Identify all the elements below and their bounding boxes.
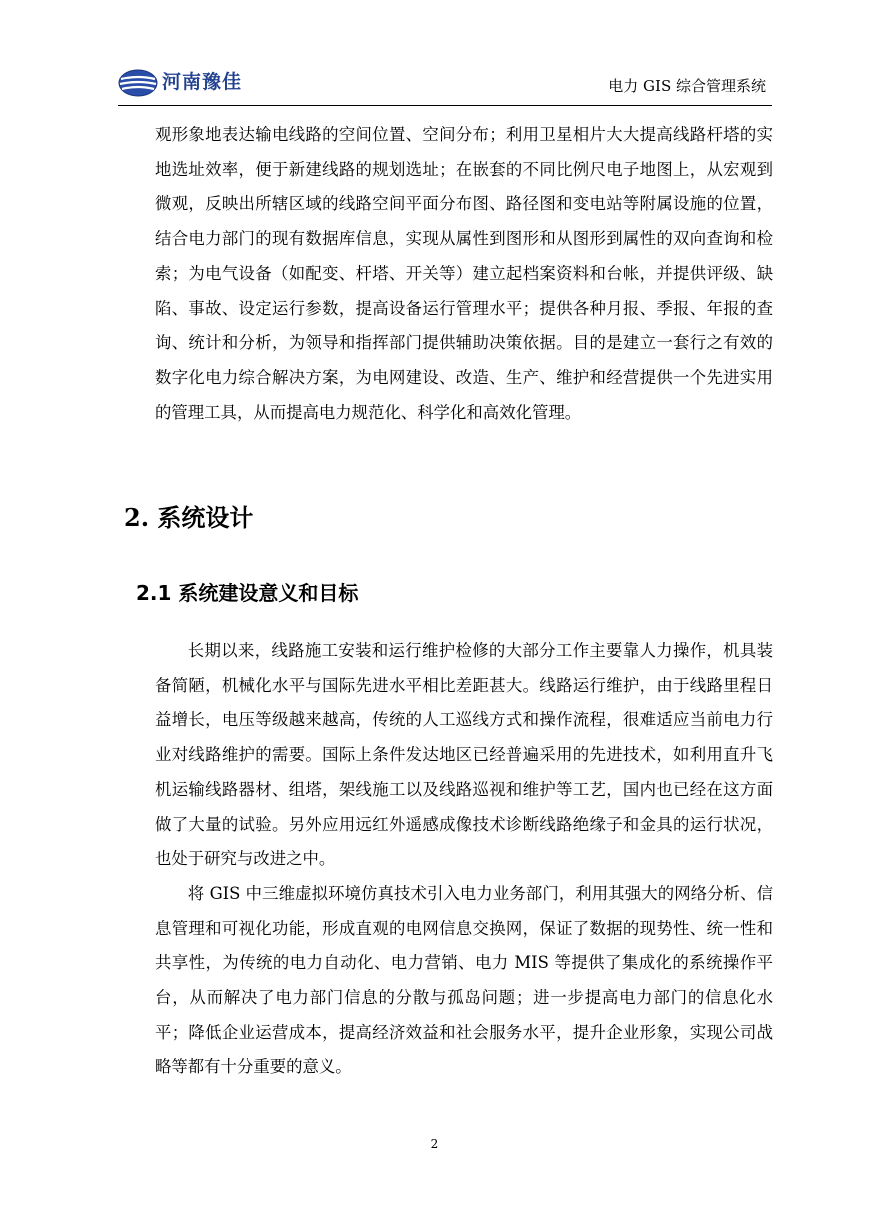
header-title: 电力 GIS 综合管理系统	[608, 77, 766, 95]
body-block	[155, 634, 773, 1085]
body-paragraph-1: 长期以来，线路施工安装和运行维护检修的大部分工作主要靠人力操作，机具装备简陋，机械化水平与国际先进水平相比差距甚大。线路运行维护，由于线路里程日益增长，电压等级越来越高，传统的人工巡线方式和操作流程，很难适应当前电力行业对线路维护的需要。国际上条件发达地区已经普遍采用的先进技术，如利用直升飞机运输线路器材、组塔，架线施工以及线路巡视和维护等工艺，国内也已经在这方面做了大量的试验。另外应用远红外遥感成像技术诊断线路绝缘子和金具的运行状况，也处于研究与改进之中。	[155, 641, 773, 869]
header-divider	[118, 105, 772, 106]
globe-logo-icon	[118, 68, 162, 98]
section-heading: 2. 系统设计	[124, 503, 254, 532]
subsection-heading: 2.1 系统建设意义和目标	[136, 581, 359, 605]
company-logo	[118, 66, 248, 102]
page-number: 2	[430, 1137, 439, 1151]
logo-text: 河南豫佳	[162, 71, 243, 93]
intro-block	[155, 118, 773, 430]
intro-paragraph: 观形象地表达输电线路的空间位置、空间分布；利用卫星相片大大提高线路杆塔的实地选址效率，便于新建线路的规划选址；在嵌套的不同比例尺电子地图上，从宏观到微观，反映出所辖区域的线路空间平面分布图、路径图和变电站等附属设施的位置，结合电力部门的现有数据库信息，实现从属性到图形和从图形到属性的双向查询和检索；为电气设备（如配变、杆塔、开关等）建立起档案资料和台帐，并提供评级、缺陷、事故、设定运行参数，提高设备运行管理水平；提供各种月报、季报、年报的查询、统计和分析，为领导和指挥部门提供辅助决策依据。目的是建立一套行之有效的数字化电力综合解决方案，为电网建设、改造、生产、维护和经营提供一个先进实用的管理工具，从而提高电力规范化、科学化和高效化管理。	[155, 125, 773, 422]
body-paragraph-2: 将 GIS 中三维虚拟环境仿真技术引入电力业务部门，利用其强大的网络分析、信息管理和可视化功能，形成直观的电网信息交换网，保证了数据的现势性、统一性和共享性，为传统的电力自动化、电力营销、电力 MIS 等提供了集成化的系统操作平台，从而解决了电力部门信息的分散与孤岛问题；进一步提高电力部门的信息化水平；降低企业运营成本，提高经济效益和社会服务水平，提升企业形象，实现公司战略等都有十分重要的意义。	[155, 883, 773, 1077]
page-header	[118, 60, 772, 106]
